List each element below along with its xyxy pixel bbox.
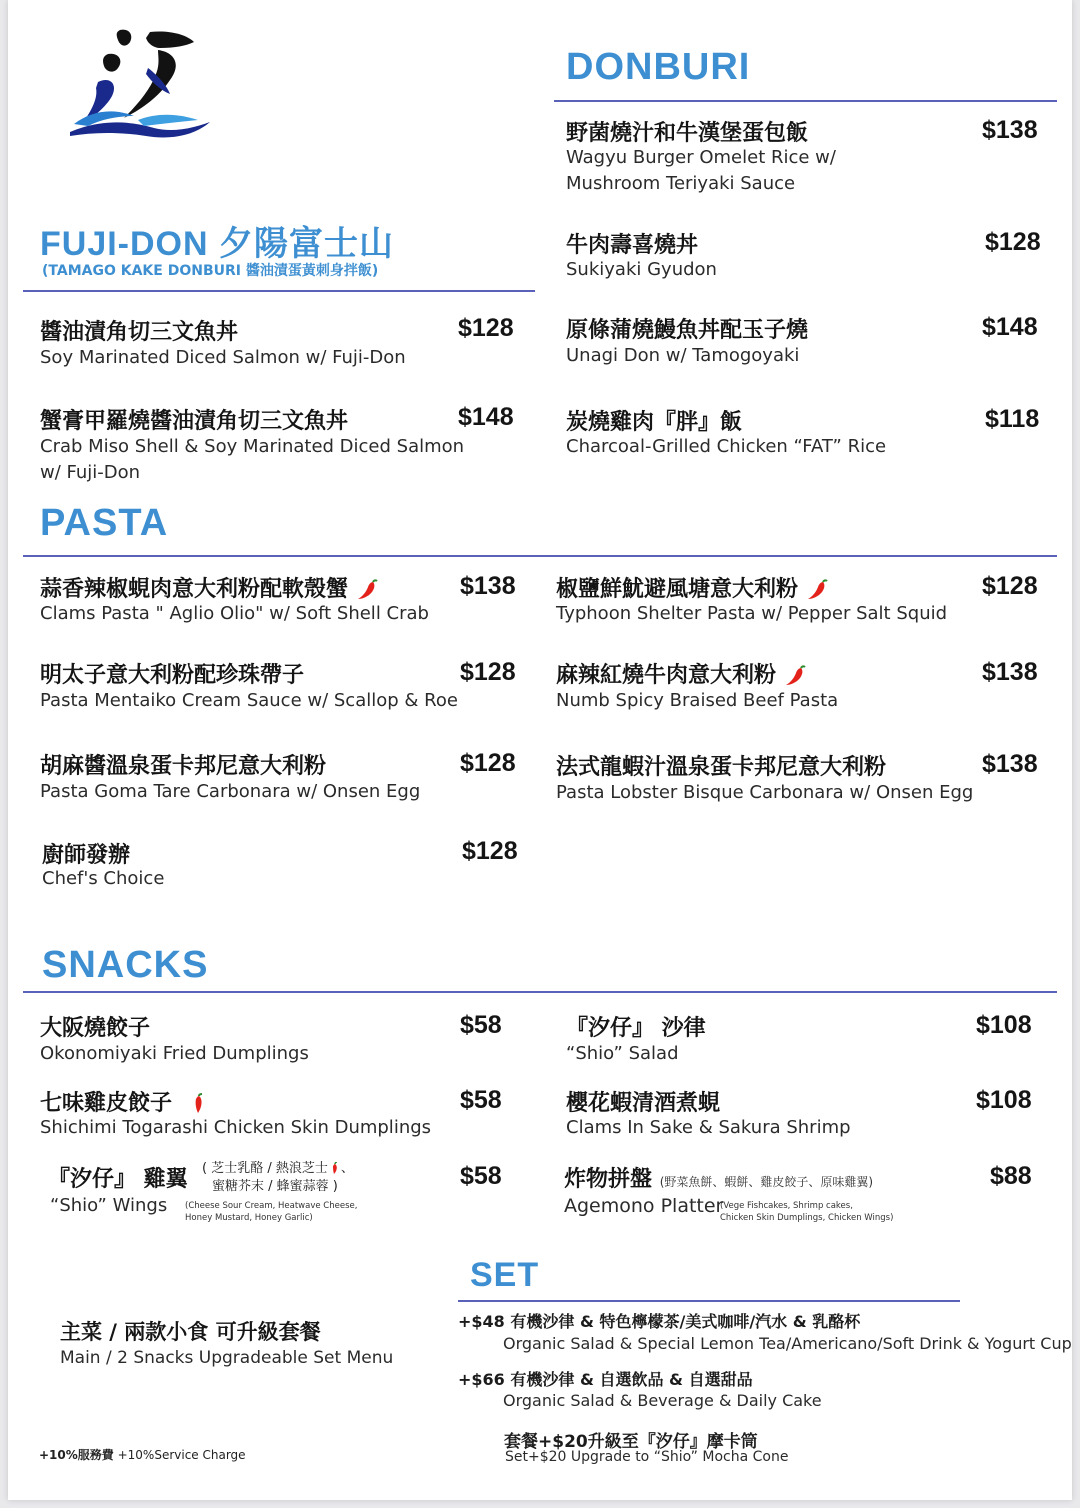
- menu-item-price: $128: [462, 837, 518, 865]
- menu-item-price: $58: [460, 1086, 502, 1114]
- menu-item-name-en: Crab Miso Shell & Soy Marinated Diced Salmon w/ Fuji-Don: [40, 436, 465, 483]
- set-option-zh: +$48 有機沙律 & 特色檸檬茶/美式咖啡/汽水 & 乳酪杯: [458, 1312, 861, 1331]
- menu-item-name-en: “Shio” Salad: [566, 1043, 679, 1064]
- chili-pepper-icon: [356, 579, 378, 601]
- chili-pepper-icon: [190, 1093, 206, 1115]
- menu-item-price: $58: [460, 1162, 502, 1190]
- menu-item-price: $88: [990, 1162, 1032, 1190]
- pasta-title: PASTA: [40, 502, 169, 544]
- set-option-en: Organic Salad & Special Lemon Tea/Americano/Soft Drink & Yogurt Cup: [503, 1334, 1072, 1353]
- menu-item-price: $128: [985, 228, 1041, 256]
- wing-flavours-en: (Cheese Sour Cream, Heatwave Cheese, Honey Mustard, Honey Garlic): [185, 1201, 358, 1223]
- menu-item-name-en: Soy Marinated Diced Salmon w/ Fuji-Don: [40, 347, 406, 368]
- menu-item-name-zh: 胡麻醬溫泉蛋卡邦尼意大利粉: [40, 754, 327, 779]
- menu-item-name-en: Chef's Choice: [42, 868, 165, 889]
- platter-contents-en: (Vege Fishcakes, Shrimp cakes, Chicken Skin Dumplings, Chicken Wings): [720, 1201, 894, 1223]
- menu-item-price: $128: [460, 658, 516, 686]
- menu-item-price: $138: [982, 116, 1038, 144]
- fuji-don-subtitle: (TAMAGO KAKE DONBURI 醬油漬蛋黃刺身拌飯): [42, 263, 379, 279]
- menu-item-name-zh: 麻辣紅燒牛肉意大利粉: [556, 658, 806, 689]
- menu-item-name-zh: 炸物拼盤 (野菜魚餅、蝦餅、雞皮餃子、原味雞翼): [564, 1167, 874, 1192]
- menu-item-name-zh: 廚師發辦: [42, 843, 131, 868]
- menu-item-name-en: “Shio” Wings: [50, 1195, 168, 1216]
- menu-item-price: $148: [458, 403, 514, 431]
- menu-item-name-en: Shichimi Togarashi Chicken Skin Dumplings: [40, 1117, 432, 1138]
- snacks-divider: [23, 991, 1057, 993]
- menu-item-name-en: Clams Pasta " Aglio Olio" w/ Soft Shell Crab: [40, 603, 429, 624]
- menu-item-name-en: Pasta Goma Tare Carbonara w/ Onsen Egg: [40, 781, 421, 802]
- wing-flavours-zh: ( 芝士乳酪 / 熱浪芝士 、 蜜糖芥末 / 蜂蜜蒜蓉 ): [202, 1161, 354, 1194]
- menu-item-price: $128: [458, 314, 514, 342]
- service-charge-note: +10%服務費 +10%Service Charge: [39, 1448, 246, 1462]
- set-heading-zh: 主菜 / 兩款小食 可升級套餐: [60, 1320, 321, 1344]
- menu-item-name-zh: 大阪燒餃子: [40, 1016, 151, 1041]
- menu-item-price: $128: [460, 749, 516, 777]
- menu-item-name-en: Agemono Platter: [564, 1195, 724, 1217]
- menu-item-price: $138: [460, 572, 516, 600]
- menu-item-name-en: Numb Spicy Braised Beef Pasta: [556, 690, 839, 711]
- menu-item-name-en: Sukiyaki Gyudon: [566, 259, 717, 280]
- menu-item-name-zh: 原條蒲燒鰻魚丼配玉子燒: [566, 318, 809, 343]
- menu-item-name-en: Typhoon Shelter Pasta w/ Pepper Salt Squid: [556, 603, 948, 624]
- menu-item-price: $58: [460, 1011, 502, 1039]
- chili-pepper-icon: [806, 579, 828, 601]
- set-option-zh: +$66 有機沙律 & 自選飲品 & 自選甜品: [458, 1370, 753, 1389]
- set-upgrade-en: Set+$20 Upgrade to “Shio” Mocha Cone: [505, 1449, 789, 1465]
- menu-item-name-zh: 七味雞皮餃子: [40, 1086, 206, 1117]
- snacks-title: SNACKS: [42, 944, 209, 986]
- menu-item-name-en: Pasta Lobster Bisque Carbonara w/ Onsen Egg: [556, 782, 974, 803]
- set-heading-en: Main / 2 Snacks Upgradeable Set Menu: [60, 1348, 394, 1368]
- menu-item-name-zh: 椒鹽鮮魷避風塘意大利粉: [556, 572, 828, 603]
- pasta-divider: [23, 555, 1057, 557]
- menu-page: [8, 0, 1072, 1500]
- set-option-en: Organic Salad & Beverage & Daily Cake: [503, 1391, 822, 1410]
- menu-item-name-zh: 法式龍蝦汁溫泉蛋卡邦尼意大利粉: [556, 755, 887, 780]
- shio-logo: [58, 24, 213, 144]
- menu-item-price: $108: [976, 1011, 1032, 1039]
- menu-item-name-zh: 醬油漬角切三文魚丼: [40, 320, 239, 345]
- menu-item-name-zh: 櫻花蝦清酒煮蜆: [566, 1091, 721, 1116]
- menu-item-price: $108: [976, 1086, 1032, 1114]
- menu-item-name-en: Charcoal-Grilled Chicken “FAT” Rice: [566, 436, 887, 457]
- fuji-don-title: FUJI-DON 夕陽富士山: [40, 225, 394, 263]
- menu-item-price: $128: [982, 572, 1038, 600]
- menu-item-price: $118: [985, 405, 1040, 433]
- donburi-divider: [554, 100, 1057, 102]
- set-upgrade-zh: 套餐+$20升級至『汐仔』摩卡筒: [504, 1432, 758, 1452]
- menu-item-name-zh: 明太子意大利粉配珍珠帶子: [40, 663, 305, 688]
- menu-item-name-en: Clams In Sake & Sakura Shrimp: [566, 1117, 851, 1138]
- menu-item-name-zh: 牛肉壽喜燒丼: [566, 233, 699, 258]
- fuji-don-divider: [23, 290, 535, 292]
- chili-pepper-icon: [784, 665, 806, 687]
- menu-item-price: $138: [982, 750, 1038, 778]
- menu-item-name-zh: 炭燒雞肉『胖』飯: [566, 410, 743, 435]
- menu-item-price: $148: [982, 313, 1038, 341]
- chili-pepper-icon: [330, 1162, 339, 1175]
- menu-item-name-zh: 蟹膏甲羅燒醬油漬角切三文魚丼: [40, 409, 349, 434]
- menu-item-name-zh: 蒜香辣椒蜆肉意大利粉配軟殼蟹: [40, 572, 378, 603]
- menu-item-name-en: Wagyu Burger Omelet Rice w/ Mushroom Teriyaki Sauce: [566, 147, 836, 194]
- menu-item-name-zh: 野菌燒汁和牛漢堡蛋包飯: [566, 121, 809, 146]
- set-title: SET: [470, 1256, 540, 1294]
- menu-item-name-en: Unagi Don w/ Tamogoyaki: [566, 345, 800, 366]
- set-divider: [458, 1300, 960, 1302]
- platter-contents-zh: (野菜魚餅、蝦餅、雞皮餃子、原味雞翼): [659, 1175, 874, 1189]
- menu-item-name-en: Okonomiyaki Fried Dumplings: [40, 1043, 309, 1064]
- menu-item-name-en: Pasta Mentaiko Cream Sauce w/ Scallop & Roe: [40, 690, 458, 711]
- menu-item-price: $138: [982, 658, 1038, 686]
- menu-item-name-zh: 『汐仔』 雞翼: [48, 1167, 188, 1192]
- donburi-title: DONBURI: [566, 46, 751, 88]
- menu-item-name-zh: 『汐仔』 沙律: [566, 1016, 706, 1041]
